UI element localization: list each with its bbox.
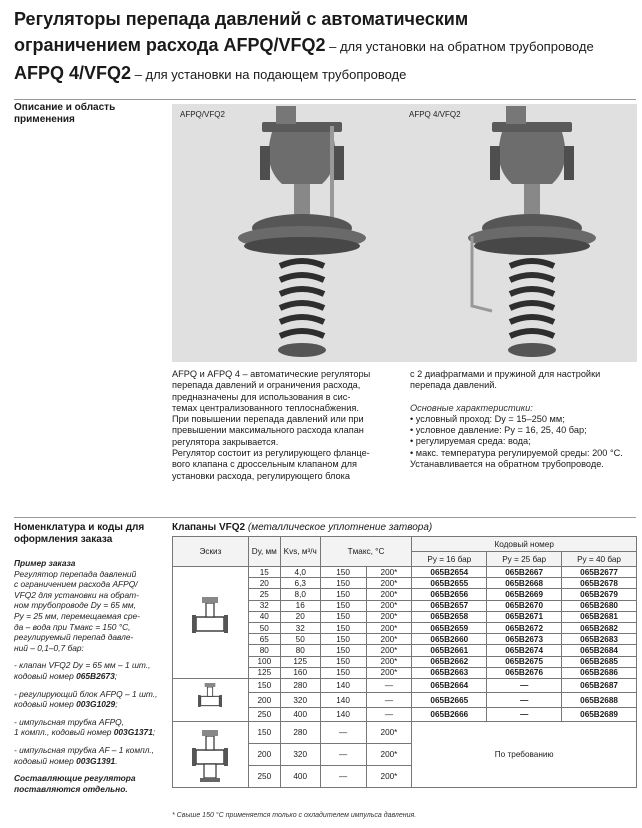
- table-row: 20 6,3 150 200* 065B2655 065B2668 065B2678: [173, 578, 637, 589]
- col-p40: Pу = 40 бар: [562, 552, 637, 567]
- table-row: 250 400 — 200*: [173, 766, 637, 788]
- valve-photo-afpq4: [462, 106, 602, 360]
- section-divider: [14, 99, 636, 100]
- col-kvs: Kvs, м³/ч: [280, 537, 320, 567]
- table-row: 200 320 140 — 065B2665 — 065B2688: [173, 693, 637, 708]
- table-row: 150 280 140 — 065B2664 — 065B2687: [173, 678, 637, 693]
- order-example-title: Пример заказа: [14, 558, 76, 568]
- table-row: 200 320 — 200*: [173, 744, 637, 766]
- title-line-1: Регуляторы перепада давлений с автоматическим: [14, 9, 469, 29]
- characteristics-title: Основные характеристики:: [410, 402, 533, 413]
- order-note: Составляющие регулятора поставляются отдельно.: [14, 773, 136, 794]
- table-row: 32 16 150 200* 065B2657 065B2670 065B2680: [173, 600, 637, 611]
- col-p16: Pу = 16 бар: [412, 552, 487, 567]
- product-photo-panel: [172, 104, 637, 362]
- description-column-1: AFPQ и AFPQ 4 – автоматические регуляторы перепада давлений и ограничения расхода, предназначены для использования в сис- темах централизованного теплоснабжения. При повышении перепада давлений или при превышении максимального расхода клапан регулятора закрывается. Регулятор состоит из регулирующего фланце- вого клапана с дроссельным клапаном для установки расхода, регулирующего блока: [172, 369, 371, 481]
- description-column-2: с 2 диафрагмами и пружиной для настройки перепада давлений. Основные характеристики: • условный проход: Dу = 15–250 мм; • условное давление: Pу = 16, 25, 40 бар; • регулируемая среда: вода; • макс. температура регулируемой среды: 200 °C. Устанавливается на обратном трубопроводе.: [410, 369, 638, 470]
- title-line-3: AFPQ 4/VFQ2 – для установки на подающем трубопроводе: [14, 63, 407, 83]
- photo-label-afpq4-vfq2: AFPQ 4/VFQ2: [409, 110, 461, 119]
- table-row: 65 50 150 200* 065B2660 065B2673 065B2683: [173, 634, 637, 645]
- photo-label-afpq-vfq2: AFPQ/VFQ2: [180, 110, 225, 119]
- table-row: 250 400 140 — 065B2666 — 065B2689: [173, 707, 637, 722]
- order-item: - клапан VFQ2 Dу = 65 мм – 1 шт., кодовый номер 065B2673;: [14, 660, 151, 681]
- footnote: * Свыше 150 °C применяется только с охладителем импульса давления.: [172, 812, 417, 819]
- order-item: - импульсная трубка AF – 1 компл., кодовый номер 003G1391.: [14, 744, 155, 766]
- table-row: 25 8,0 150 200* 065B2656 065B2669 065B2679: [173, 589, 637, 600]
- valve-sketch-icon: [190, 723, 230, 785]
- table-row: 40 20 150 200* 065B2658 065B2671 065B2681: [173, 611, 637, 622]
- order-example: Пример заказа Регулятор перепада давлений с ограничением расхода AFPQ/ VFQ2 для установки на обрат- ном трубопроводе Dу = 65 мм, Pу = 25 мм, перемещаемая сре- да – вода при Tмакс = 150 °C, регулируемый перепад давле- ний – 0,1–0,7 бар: - клапан VFQ2 Dу = 65 мм – 1 шт., кодовый номер 065B2673; - регулирующий блок AFPQ – 1 шт., кодовый номер 003G1029; - импульсная трубка AFPQ, 1 компл., кодовый номер 003G1371; - импульсная трубка AF – 1 компл., кодовый номер 003G1391. Составляющие регулятора поставляются отдельно.: [14, 558, 164, 794]
- valve-sketch-icon: [190, 591, 230, 651]
- col-code-group: Кодовый номер: [412, 537, 637, 552]
- page-title: [14, 6, 634, 88]
- col-tmax: Tмакс, °C: [320, 537, 412, 567]
- order-item: - регулирующий блок AFPQ – 1 шт., кодовый номер 003G1029;: [14, 688, 158, 710]
- valve-sketch-icon: [190, 679, 230, 719]
- section-divider-2: [14, 517, 636, 518]
- nomenclature-section-title: Номенклатура и коды для оформления заказа: [14, 522, 145, 545]
- col-p25: Pу = 25 бар: [487, 552, 562, 567]
- table-row: 100 125 150 200* 065B2662 065B2675 065B2685: [173, 656, 637, 667]
- order-item: - импульсная трубка AFPQ, 1 компл., кодовый номер 003G1371;: [14, 716, 156, 738]
- valve-photo-afpq: [232, 106, 372, 360]
- on-request-cell: По требованию: [412, 722, 637, 788]
- description-section-title: Описание и область применения: [14, 102, 116, 125]
- valve-spec-table: [172, 536, 637, 788]
- col-sketch: Эскиз: [173, 537, 249, 567]
- table-title: Клапаны VFQ2 (металлическое уплотнение затвора): [172, 522, 433, 533]
- table-row: 50 32 150 200* 065B2659 065B2672 065B2682: [173, 622, 637, 633]
- table-row: 125 160 150 200* 065B2663 065B2676 065B2686: [173, 667, 637, 678]
- table-row: 150 280 — 200* По требованию: [173, 722, 637, 744]
- col-dn: Dу, мм: [248, 537, 280, 567]
- title-line-2: ограничением расхода AFPQ/VFQ2 – для установки на обратном трубопроводе: [14, 35, 594, 55]
- table-row: 80 80 150 200* 065B2661 065B2674 065B2684: [173, 645, 637, 656]
- table-row: 15 4,0 150 200* 065B2654 065B2667 065B2677: [173, 567, 637, 578]
